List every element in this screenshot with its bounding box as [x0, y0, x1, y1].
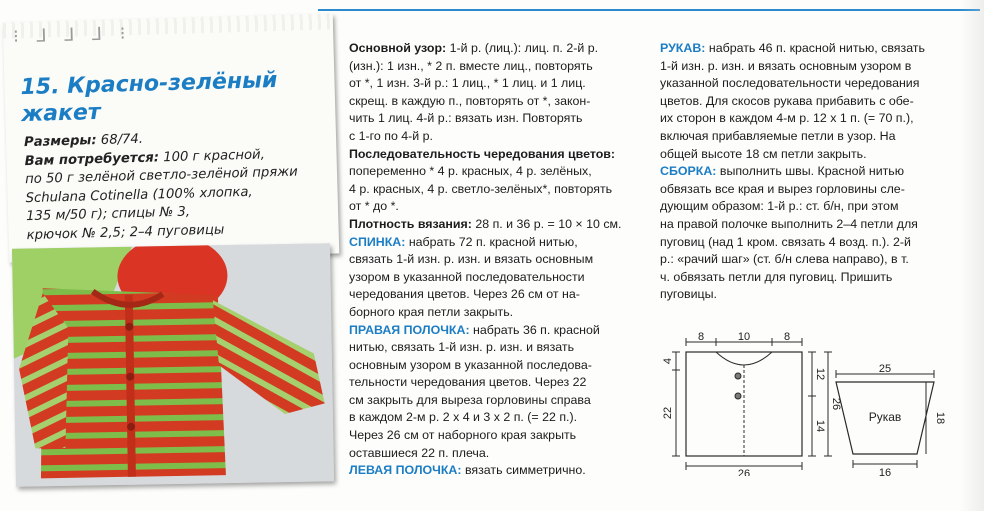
pattern-title [20, 66, 321, 128]
sleeve-line: 1-й изн. р. изн. и вязать основным узором в [660, 58, 912, 73]
assembly-line: р.: «рачий шаг» (ст. б/н слева направо), в т. [660, 252, 909, 267]
color-sequence-line: 4 р. красных, 4 р. светло-зелёных*, повторять [349, 181, 613, 196]
back-line: набрать 72 п. красной нитью, [408, 234, 578, 249]
main-pattern-line: чить 1 лиц. 4-й р.: вязать изн. Повторять [349, 111, 583, 126]
color-sequence-label: Последовательность чередования цветов: [349, 146, 616, 161]
assembly-line: пуговиц (над 1 кром. связать 4 возд. п.). 2-й [660, 234, 911, 249]
sleeve-heading: РУКАВ: [660, 41, 706, 55]
sleeve-label: Рукав [868, 410, 902, 424]
instructions-column-2 [660, 40, 952, 304]
body-dim-total-height: 26 [830, 397, 842, 411]
materials-line: 135 м/50 г); спицы № 3, [25, 204, 191, 225]
jacket-illustration [12, 243, 334, 487]
pattern-title-line2: жакет [20, 99, 101, 128]
right-front-line: набрать 36 п. красной [473, 322, 600, 337]
body-dim-top-mid: 10 [737, 331, 751, 343]
notebook-marks: ⁝ ⅃ ⅃ ⅃ ⁝ [12, 23, 132, 48]
sleeve-dim-bottom: 16 [878, 467, 892, 476]
main-pattern-line: (изн.): 1 изн., * 2 п. вместе лиц., повторять [349, 58, 593, 73]
left-front-heading: ЛЕВАЯ ПОЛОЧКА: [349, 463, 462, 478]
right-front-heading: ПРАВАЯ ПОЛОЧКА: [349, 322, 470, 337]
back-heading: СПИНКА: [349, 234, 406, 249]
right-front-line: тельности чередования цветов. Через 22 [349, 375, 587, 390]
color-sequence-line: от * до *. [349, 199, 399, 214]
materials-line: крючок № 2,5; 2–4 пуговицы [26, 222, 225, 243]
body-dim-bottom: 26 [737, 468, 751, 476]
assembly-line: ч. обвязать петли для пуговиц. Пришить [660, 269, 893, 284]
gauge-value: 28 п. и 36 р. = 10 × 10 см. [475, 216, 622, 231]
pattern-requirements [24, 126, 327, 245]
body-dim-right-upper: 12 [814, 367, 826, 381]
right-front-line: Через 26 см от наборного края закрыть [349, 428, 577, 443]
top-rule [318, 9, 980, 11]
assembly-line: обвязать все края и вырез горловины сле- [660, 181, 905, 196]
main-pattern-line: скрещ. в каждую п., повторять от *, закон- [349, 93, 591, 108]
sleeve-line: включая прибавляемые петли в узор. На [660, 128, 896, 143]
instructions-column-1 [349, 40, 639, 480]
right-front-line: см закрыть для выреза горловины справа [349, 392, 591, 407]
body-dim-left-body: 22 [662, 406, 674, 420]
body-dim-right-lower: 14 [814, 419, 826, 433]
back-line: связать 1-й изн. р. изн. и вязать основным [349, 252, 594, 267]
pattern-note-card [3, 13, 340, 262]
materials-label: Вам потребуется: [24, 149, 160, 169]
right-front-line: оставшиеся 22 п. плеча. [349, 445, 490, 460]
right-front-line: основным узором в указанной последова- [349, 357, 592, 372]
assembly-heading: СБОРКА: [660, 164, 717, 179]
sleeve-line: набрать 46 п. красной нитью, связать [708, 41, 925, 55]
assembly-line: на правой полочке выполнить 2–4 петли для [660, 216, 918, 231]
main-pattern-line: 1-й р. (лиц.): лиц. п. 2-й р. [449, 41, 599, 55]
materials-line: по 50 г зелёной светло-зелёной пряжи [24, 164, 298, 188]
body-dim-top-left: 8 [697, 331, 705, 343]
sizes-value: 68/74. [100, 131, 144, 148]
main-pattern-line: от *, 1 изн. 3-й р.: 1 лиц., * 1 лиц. и 1 лиц. [349, 76, 586, 91]
knitting-schematic [650, 326, 970, 476]
page-edge-shadow [960, 0, 984, 511]
back-line: чередования цветов. Через 26 см от на- [349, 287, 580, 302]
body-dim-top-right: 8 [783, 331, 791, 343]
assembly-line: пуговицы. [660, 287, 717, 302]
gauge-label: Плотность вязания: [349, 216, 472, 231]
color-sequence-line: попеременно * 4 р. красных, 4 р. зелёных, [349, 164, 592, 179]
back-line: борного края петли закрыть. [349, 304, 514, 319]
jacket-photo [12, 243, 334, 487]
sleeve-line: указанной последовательности чередования [660, 76, 920, 91]
materials-line: Schulana Cotinella (100% хлопка, [25, 184, 253, 206]
right-front-line: нитью, связать 1-й изн. р. изн. и вязать [349, 340, 575, 355]
materials-value: 100 г красной, [163, 146, 266, 165]
pattern-title-line1: 15. Красно-зелёный [20, 68, 278, 101]
sleeve-dim-top: 25 [878, 363, 892, 375]
left-front-value: вязать симметрично. [464, 463, 586, 478]
assembly-line: выполнить швы. Красной нитью [719, 164, 905, 179]
sizes-label: Размеры: [23, 133, 97, 151]
sleeve-dim-height: 18 [934, 411, 946, 425]
back-line: узором в указанной последовательности [349, 269, 585, 284]
right-front-line: в каждом 2-м р. 2 х 4 и 3 х 2 п. (= 22 п.). [349, 410, 578, 425]
main-pattern-line: с 1-го по 4-й р. [349, 128, 433, 143]
sleeve-line: общей высоте 18 см петли закрыть. [660, 146, 867, 161]
body-dim-left-neck: 4 [662, 357, 674, 365]
main-pattern-label: Основной узор: [349, 41, 447, 55]
sleeve-line: цветов. Для скосов рукава прибавить с обе- [660, 93, 914, 108]
assembly-line: дующим образом: 1-й р.: ст. б/н, при этом [660, 199, 899, 214]
sleeve-line: их сторон в каждом 4-м р. 12 х 1 п. (= 70 п.), [660, 111, 914, 126]
